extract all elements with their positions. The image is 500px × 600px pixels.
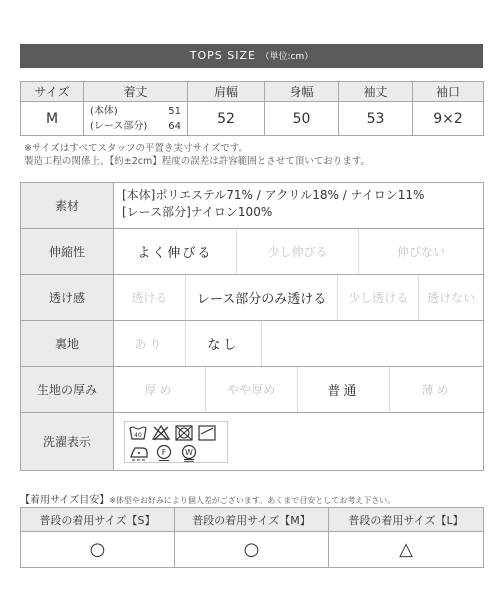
size-note-2: 製造工程の関係上、【約±2cm】程度の誤差は許容範囲とさせて頂いております。	[24, 156, 370, 167]
table-row	[21, 102, 484, 136]
tops-size-header	[20, 44, 483, 68]
col-sodeguchi: 袖口	[413, 82, 484, 102]
spec-row-sheer	[21, 275, 484, 321]
spec-row-thickness	[21, 367, 484, 413]
header-unit: （単位:cm）	[260, 52, 314, 62]
care-label: 洗濯表示	[21, 413, 114, 471]
header-title: TOPS SIZE	[189, 49, 256, 62]
size-table-header-row	[21, 82, 484, 102]
col-kitake: 着丈	[84, 82, 188, 102]
fit-value-l	[329, 532, 484, 568]
sheer-options	[114, 275, 484, 321]
fit-col-m: 普段の着用サイズ【M】	[175, 508, 329, 532]
lining-options	[114, 321, 484, 367]
lining-empty	[262, 321, 483, 366]
fit-value-m	[175, 532, 329, 568]
stretch-option-2: 少し伸びる	[237, 229, 360, 274]
table-row	[21, 532, 484, 568]
no-bleach-icon	[151, 424, 171, 442]
wet-clean-letter: W	[185, 447, 193, 457]
circle-icon: ○	[243, 539, 260, 560]
circle-icon: ○	[89, 539, 106, 560]
fit-guide-title	[20, 491, 395, 506]
size-table	[20, 81, 484, 136]
thickness-option-3: 普通	[298, 367, 391, 412]
stretch-label: 伸縮性	[21, 229, 114, 275]
material-label: 素材	[21, 183, 114, 229]
fit-table	[20, 507, 484, 568]
kitake-body-label: (本体)	[90, 105, 118, 117]
fit-guide-heading: 【着用サイズ目安】	[20, 495, 110, 506]
spec-row-stretch	[21, 229, 484, 275]
cell-sodeguchi: 9×2	[413, 102, 484, 136]
sheer-option-2: レース部分のみ透ける	[186, 275, 339, 320]
cell-kitake	[84, 102, 188, 136]
cell-katahaba: 52	[188, 102, 265, 136]
fit-col-l: 普段の着用サイズ【L】	[329, 508, 484, 532]
size-note-1: ※サイズはすべてスタッフの平置き実寸サイズです。	[24, 143, 248, 154]
dry-clean-letter: F	[161, 447, 167, 457]
thickness-label: 生地の厚み	[21, 367, 114, 413]
spec-row-material	[21, 183, 484, 229]
kitake-lace-label: (レース部分)	[90, 120, 148, 132]
col-sodetake: 袖丈	[339, 82, 413, 102]
stretch-option-1: よく伸びる	[114, 229, 237, 274]
col-size: サイズ	[21, 82, 84, 102]
care-value	[114, 413, 484, 471]
line-dry-icon	[197, 424, 217, 442]
thickness-options	[114, 367, 484, 413]
fit-header-row	[21, 508, 484, 532]
kitake-body	[90, 104, 181, 119]
cell-size: M	[21, 102, 84, 136]
sheer-option-4: 透けない	[427, 291, 476, 305]
thickness-option-4: 薄め	[421, 383, 452, 397]
spec-table	[20, 182, 484, 471]
spec-row-care	[21, 413, 484, 471]
care-symbols	[124, 421, 228, 463]
lining-option-1: あり	[114, 321, 186, 366]
col-katahaba: 肩幅	[188, 82, 265, 102]
col-mihaba: 身幅	[265, 82, 339, 102]
thickness-option-2: やや厚め	[206, 367, 298, 412]
kitake-body-value: 51	[168, 105, 181, 117]
wet-clean-w-icon	[178, 444, 200, 462]
sheer-label: 透け感	[21, 275, 114, 321]
material-line-1: [本体]ポリエステル71% / アクリル18% / ナイロン11%	[122, 188, 425, 202]
no-tumble-dry-icon	[174, 424, 194, 442]
wash-temp-text: 40	[134, 431, 142, 439]
stretch-option-3: 伸びない	[397, 245, 446, 259]
kitake-lace-value: 64	[168, 120, 181, 132]
iron-low-icon	[128, 444, 150, 462]
cell-sodetake: 53	[339, 102, 413, 136]
spec-row-lining	[21, 321, 484, 367]
lining-option-2: なし	[186, 321, 262, 366]
sheer-option-3: 少し透ける	[338, 275, 419, 320]
cell-mihaba: 50	[265, 102, 339, 136]
fit-col-s: 普段の着用サイズ【S】	[21, 508, 175, 532]
material-line-2: [レース部分]ナイロン100%	[122, 205, 273, 219]
fit-guide-note: ※体型やお好みにより個人差がございます。あくまで目安としてお考え下さい。	[109, 496, 396, 505]
material-value	[114, 183, 484, 229]
thickness-option-1: 厚め	[114, 367, 206, 412]
hand-wash-icon	[128, 424, 148, 442]
kitake-lace	[90, 119, 181, 134]
stretch-options	[114, 229, 484, 275]
sheer-option-1: 透ける	[114, 275, 186, 320]
fit-value-s	[21, 532, 175, 568]
dry-clean-f-icon	[153, 444, 175, 462]
triangle-icon: △	[399, 539, 413, 560]
lining-label: 裏地	[21, 321, 114, 367]
